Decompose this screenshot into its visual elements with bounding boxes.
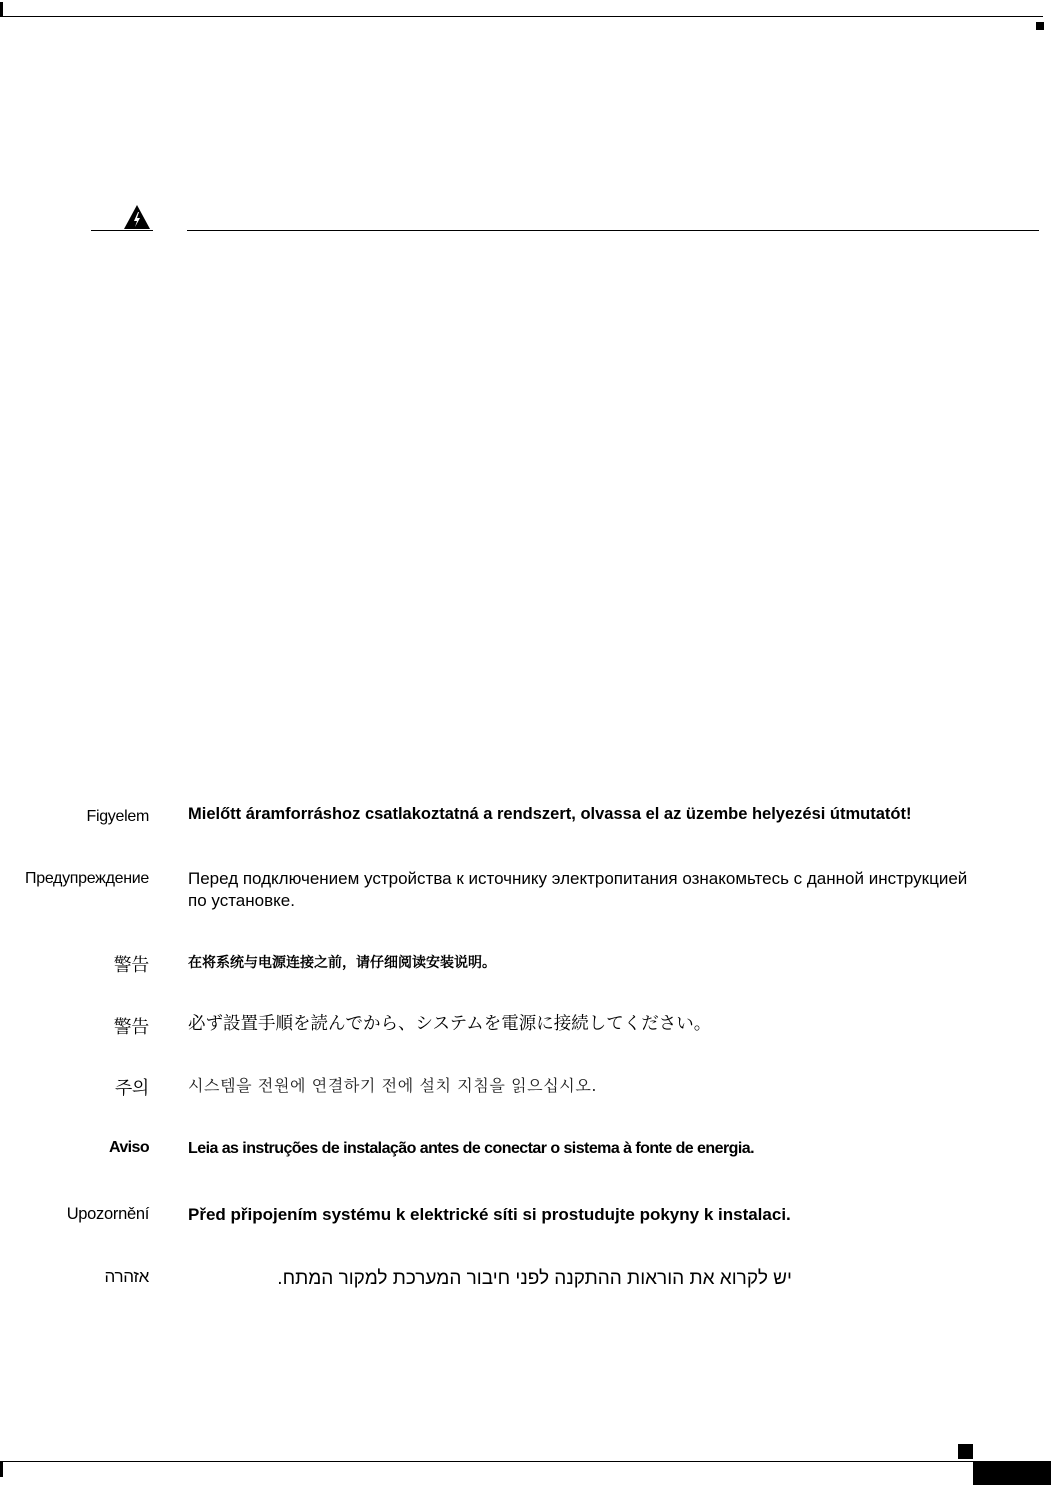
warning-rule-left [91,230,153,231]
footer-crop-mark [0,1462,3,1477]
warning-text: 在将系统与电源连接之前，请仔细阅读安装说明。 [188,955,496,971]
warning-rule-right [187,230,1039,231]
header-rule [0,16,1043,17]
warning-label: 警告 [113,955,149,976]
footer-page-tab [973,1461,1051,1485]
warning-text: יש לקרוא את הוראות ההתקנה לפני חיבור המערכת למקור המתח. [277,1268,792,1289]
warning-text: Mielőtt áramforráshoz csatlakoztatná a rendszert, olvassa el az üzembe helyezési útmutatót! [188,805,912,823]
warning-label: Figyelem [86,808,149,825]
warning-icon [122,203,152,231]
warning-label: 주의 [114,1078,149,1099]
footer-marker [958,1444,973,1459]
warning-text: Leia as instruções de instalação antes de conectar o sistema à fonte de energia. [188,1140,755,1157]
warning-label: Upozornění [66,1205,149,1223]
warning-label: 警告 [113,1017,149,1038]
warning-label: Предупреждение [25,870,149,887]
warning-text: Před připojením systému k elektrické síti si prostudujte pokyny k instalaci. [188,1205,791,1224]
warning-label: Aviso [109,1139,149,1156]
warning-text: 시스템을 전원에 연결하기 전에 설치 지침을 읽으십시오. [188,1076,598,1095]
warning-text: Перед подключением устройства к источнику электропитания ознакомьтесь с данной инструкцией по установке. [188,869,968,910]
header-crop-mark [0,2,3,17]
header-marker [1036,22,1044,30]
warning-text: 必ず設置手順を読んでから、システムを電源に接続してください。 [188,1014,712,1034]
footer-rule [0,1461,973,1462]
warning-label: אזהרה [104,1267,149,1286]
